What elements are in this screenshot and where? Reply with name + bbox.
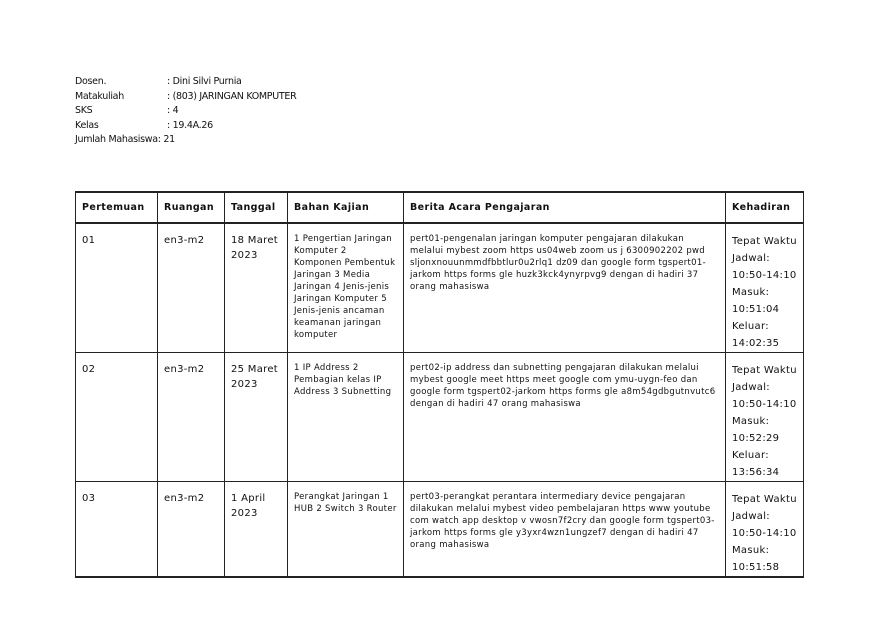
matakuliah-value: : (803) JARINGAN KOMPUTER — [167, 90, 297, 102]
sks-value: : 4 — [167, 105, 179, 116]
jumlah-mahasiswa-value: : 21 — [157, 134, 175, 145]
matakuliah-label: Matakuliah — [75, 90, 124, 102]
cell-ruangan: en3-m2 — [158, 353, 225, 482]
header-bahan-kajian: Bahan Kajian — [288, 192, 404, 223]
cell-pertemuan: 02 — [76, 353, 158, 482]
info-row-sks — [75, 104, 296, 119]
kehadiran-line: Masuk: — [732, 287, 770, 298]
header-berita-acara: Berita Acara Pengajaran — [404, 192, 726, 223]
kehadiran-line: 13:56:34 — [732, 467, 780, 478]
dosen-value: : Dini Silvi Purnia — [167, 76, 242, 87]
kehadiran-line: Jadwal: — [732, 511, 770, 522]
kehadiran-line: Jadwal: — [732, 382, 770, 393]
cell-pertemuan: 01 — [76, 223, 158, 353]
cell-bahan-kajian: Perangkat Jaringan 1 HUB 2 Switch 3 Router — [288, 482, 404, 578]
cell-bahan-kajian: 1 Pengertian Jaringan Komputer 2 Komponen Pembentuk Jaringan 3 Media Jaringan 4 Jenis-jenis Jaringan Komputer 5 Jenis-jenis ancaman keamanan jaringan komputer — [288, 223, 404, 353]
cell-tanggal: 18 Maret 2023 — [225, 223, 288, 353]
cell-bahan-kajian: 1 IP Address 2 Pembagian kelas IP Address 3 Subnetting — [288, 353, 404, 482]
kehadiran-line: Keluar: — [732, 321, 769, 332]
teaching-log-table — [75, 191, 804, 578]
header-pertemuan: Pertemuan — [76, 192, 158, 223]
course-info — [75, 75, 296, 148]
kehadiran-line: Tepat Waktu — [732, 236, 797, 247]
info-row-kelas — [75, 119, 296, 134]
kehadiran-line: Tepat Waktu — [732, 494, 797, 505]
cell-kehadiran — [726, 482, 804, 578]
cell-tanggal: 1 April 2023 — [225, 482, 288, 578]
kehadiran-line: 14:02:35 — [732, 338, 780, 349]
kelas-label: Kelas — [75, 119, 99, 131]
table-header-row — [76, 192, 804, 223]
info-row-jumlah — [75, 133, 296, 148]
cell-ruangan: en3-m2 — [158, 482, 225, 578]
header-tanggal: Tanggal — [225, 192, 288, 223]
info-row-matakuliah — [75, 90, 296, 105]
cell-pertemuan: 03 — [76, 482, 158, 578]
cell-tanggal: 25 Maret 2023 — [225, 353, 288, 482]
cell-berita-acara: pert01-pengenalan jaringan komputer pengajaran dilakukan melalui mybest zoom https us04web zoom us j 6300902202 pwd sljonxnouunmmdfbbtlur0u2rlq1 dz09 dan google form tgspert01-jarkom https forms gle huzk3kck4ynyrpvg9 dengan di hadiri 37 orang mahasiswa — [404, 223, 726, 353]
jumlah-mahasiswa-label: Jumlah Mahasiswa — [75, 134, 158, 145]
cell-berita-acara: pert03-perangkat perantara intermediary device pengajaran dilakukan melalui mybest video pembelajaran https www youtube com watch app desktop v vwosn7f2cry dan google form tgspert03-jarkom https forms gle y3yxr4wzn1ungzef7 dengan di hadiri 47 orang mahasiswa — [404, 482, 726, 578]
kehadiran-line: 10:50-14:10 — [732, 528, 797, 539]
table-row — [76, 353, 804, 482]
table-row — [76, 482, 804, 578]
header-kehadiran: Kehadiran — [726, 192, 804, 223]
cell-kehadiran — [726, 353, 804, 482]
kehadiran-line: 10:50-14:10 — [732, 270, 797, 281]
cell-berita-acara: pert02-ip address dan subnetting pengajaran dilakukan melalui mybest google meet https meet google com ymu-uygn-feo dan google form tgspert02-jarkom https forms gle a8m54gdbgutnvutc6 dengan di hadiri 47 orang mahasiswa — [404, 353, 726, 482]
kehadiran-line: Masuk: — [732, 545, 770, 556]
kehadiran-line: 10:51:58 — [732, 562, 780, 573]
kehadiran-line: 10:52:29 — [732, 433, 780, 444]
kehadiran-line: Masuk: — [732, 416, 770, 427]
kehadiran-line: Keluar: — [732, 450, 769, 461]
kelas-value: : 19.4A.26 — [167, 119, 213, 131]
kehadiran-line: 10:50-14:10 — [732, 399, 797, 410]
kehadiran-line: Jadwal: — [732, 253, 770, 264]
dosen-label: Dosen. — [75, 76, 107, 87]
sks-label: SKS — [75, 105, 93, 116]
cell-kehadiran — [726, 223, 804, 353]
kehadiran-line: 10:51:04 — [732, 304, 780, 315]
info-row-dosen — [75, 75, 296, 90]
cell-ruangan: en3-m2 — [158, 223, 225, 353]
kehadiran-line: Tepat Waktu — [732, 365, 797, 376]
table-row — [76, 223, 804, 353]
header-ruangan: Ruangan — [158, 192, 225, 223]
